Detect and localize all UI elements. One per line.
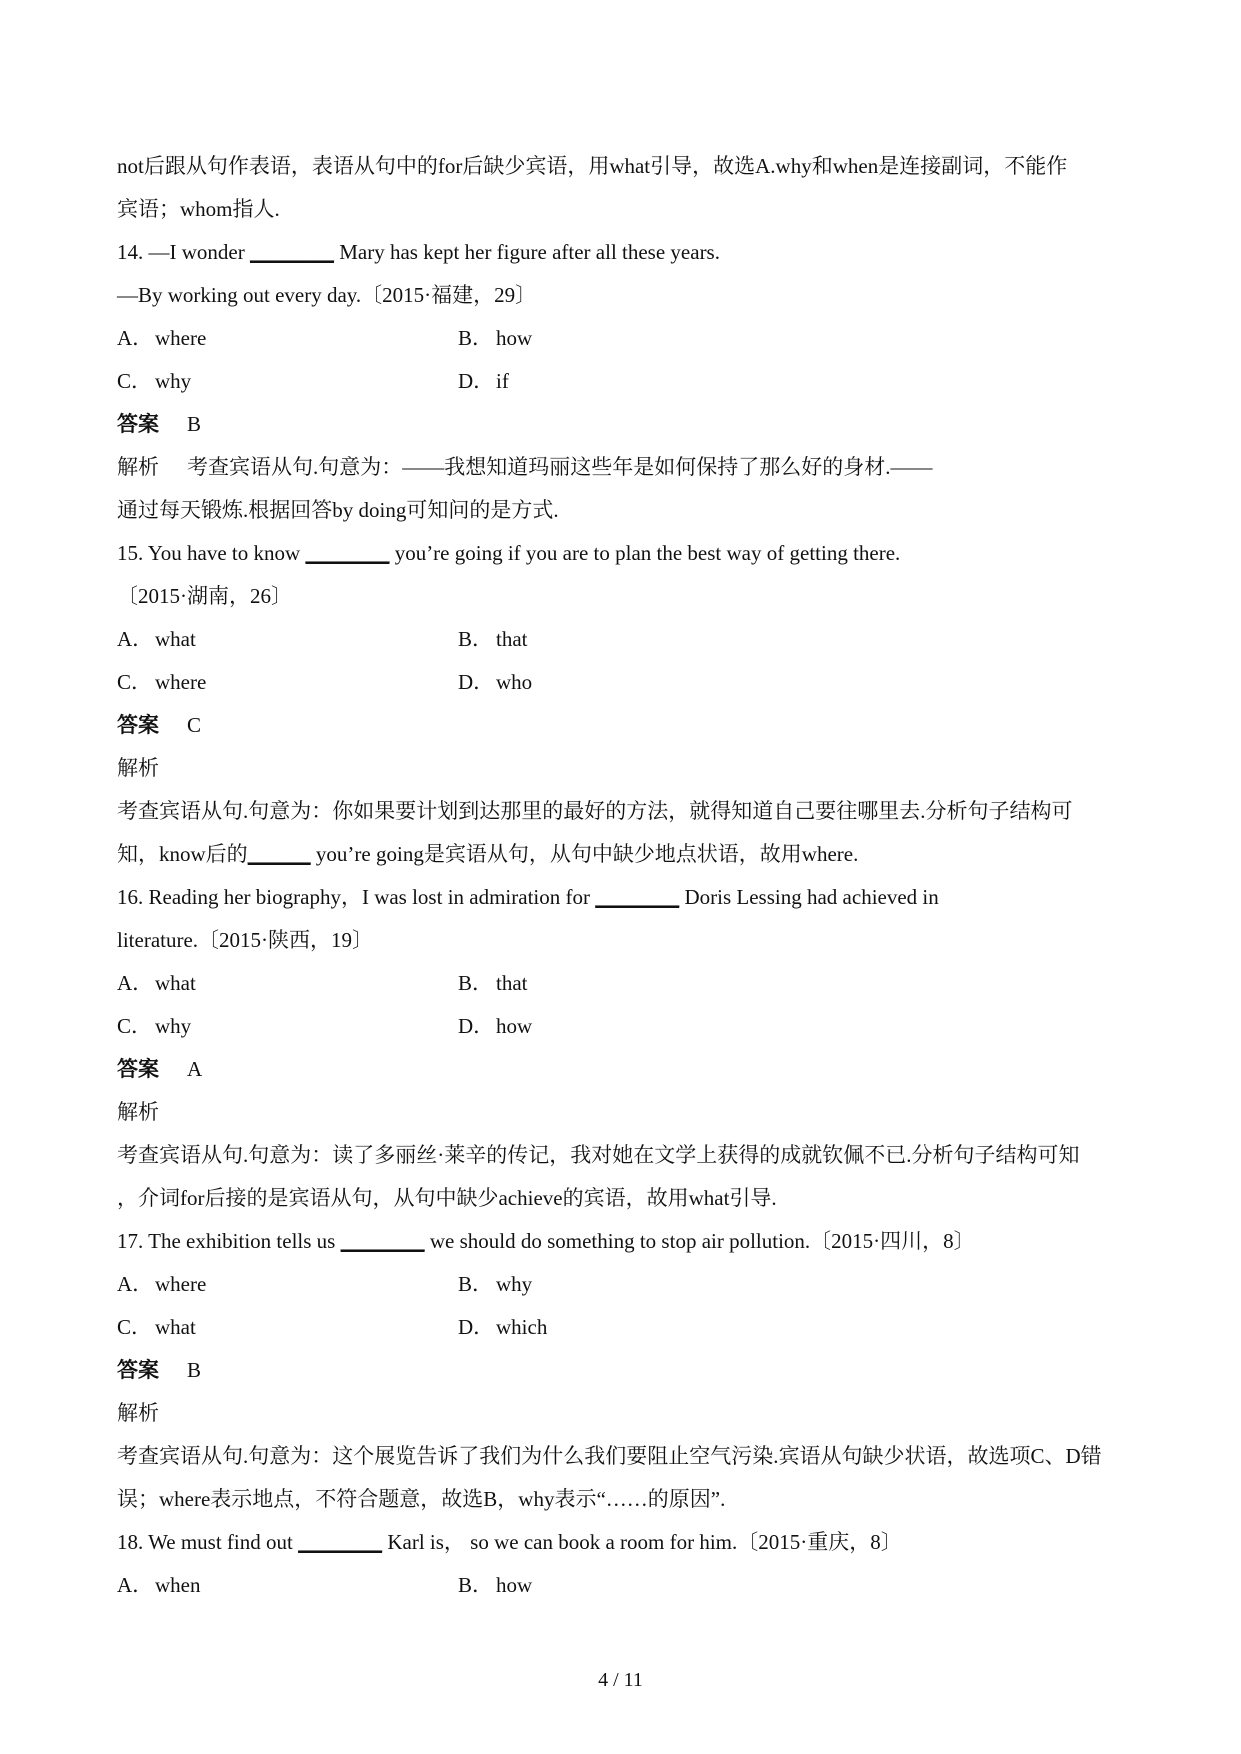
- answer-value: C: [187, 713, 202, 737]
- question-17-options-row-1: [117, 1263, 1137, 1306]
- explanation-label: 解析: [117, 756, 159, 780]
- question-16-options-row-2: [117, 1005, 1137, 1048]
- option-a: A．what: [117, 971, 196, 995]
- answer-label: 答案: [117, 412, 159, 436]
- explanation-label: 解析: [117, 1401, 159, 1425]
- option-c: C． why: [117, 1014, 192, 1038]
- question-15-explanation-cont: 知，know后的______ you’re going是宾语从句，从句中缺少地点状语，故用where.: [117, 842, 859, 866]
- answer-blank: ________: [298, 1530, 383, 1554]
- explanation-label: 解析: [117, 455, 159, 479]
- option-a: A．where: [117, 1272, 207, 1296]
- option-d: D．who: [458, 670, 533, 694]
- question-18-options-row-1: [117, 1564, 1137, 1607]
- question-14-answer: [117, 403, 1137, 446]
- question-18-stem: 18. We must find out ________ Karl is， so we can book a room for him.〔2015·重庆，8〕: [117, 1530, 902, 1554]
- option-c: C． why: [117, 369, 192, 393]
- question-15-explanation: 考查宾语从句.句意为：你如果要计划到达那里的最好的方法，就得知道自己要往哪里去.分析句子结构可: [117, 799, 1073, 823]
- answer-blank: ________: [340, 1229, 425, 1253]
- answer-value: B: [187, 412, 202, 436]
- question-16-explanation-label: [117, 1091, 1137, 1134]
- option-a: A．when: [117, 1573, 201, 1597]
- answer-value: B: [187, 1358, 202, 1382]
- answer-label: 答案: [117, 713, 159, 737]
- question-15-explanation-label: [117, 747, 1137, 790]
- answer-blank: ________: [595, 885, 680, 909]
- question-15-answer: [117, 704, 1137, 747]
- question-16-options-row-1: [117, 962, 1137, 1005]
- question-14-source: —By working out every day.〔2015·福建，29〕: [117, 283, 537, 307]
- option-a: A．what: [117, 627, 196, 651]
- explanation-continuation-line: 宾语；whom指人.: [117, 197, 280, 221]
- question-16-explanation-cont: ，介词for后接的是宾语从句，从句中缺少achieve的宾语，故用what引导.: [117, 1186, 777, 1210]
- question-14-options-row-1: [117, 317, 1137, 360]
- explanation-continuation-line: not后跟从句作表语，表语从句中的for后缺少宾语，用what引导，故选A.why和when是连接副词，不能作: [117, 154, 1068, 178]
- page-number: 4 / 11: [598, 1669, 643, 1691]
- question-16-stem: 16. Reading her biography，I was lost in admiration for ________ Doris Lessing had achieved in: [117, 885, 939, 909]
- answer-label: 答案: [117, 1057, 159, 1081]
- question-16-answer: [117, 1048, 1137, 1091]
- question-15-options-row-1: [117, 618, 1137, 661]
- question-16-stem-cont: literature.〔2015·陕西，19〕: [117, 928, 374, 952]
- option-b: B． that: [458, 627, 528, 651]
- question-17-options-row-2: [117, 1306, 1137, 1349]
- question-17-explanation: 考查宾语从句.句意为：这个展览告诉了我们为什么我们要阻止空气污染.宾语从句缺少状语，故选项C、D错: [117, 1444, 1102, 1468]
- question-17-answer: [117, 1349, 1137, 1392]
- option-b: B． that: [458, 971, 528, 995]
- question-15-source: 〔2015·湖南，26〕: [117, 584, 292, 608]
- question-15-options-row-2: [117, 661, 1137, 704]
- question-14-options-row-2: [117, 360, 1137, 403]
- answer-blank: ______: [247, 842, 311, 866]
- answer-label: 答案: [117, 1358, 159, 1382]
- question-14-stem: 14. —I wonder ________ Mary has kept her figure after all these years.: [117, 240, 720, 264]
- option-d: D．how: [458, 1014, 533, 1038]
- option-b: B． how: [458, 1573, 533, 1597]
- option-b: B． how: [458, 326, 533, 350]
- question-14-explanation-cont: 通过每天锻炼.根据回答by doing可知问的是方式.: [117, 498, 559, 522]
- option-b: B． why: [458, 1272, 533, 1296]
- question-15-stem: 15. You have to know ________ you’re going if you are to plan the best way of getting there.: [117, 541, 901, 565]
- question-17-stem: 17. The exhibition tells us ________ we should do something to stop air pollution.〔2015·四川，8〕: [117, 1229, 975, 1253]
- question-17-explanation-label: [117, 1392, 1137, 1435]
- page-content: [117, 145, 1137, 1607]
- option-c: C． where: [117, 670, 207, 694]
- question-16-explanation: 考查宾语从句.句意为：读了多丽丝·莱辛的传记，我对她在文学上获得的成就钦佩不已.分析句子结构可知: [117, 1143, 1080, 1167]
- answer-value: A: [187, 1057, 203, 1081]
- question-17-explanation-cont: 误；where表示地点，不符合题意，故选B，why表示“……的原因”.: [117, 1487, 726, 1511]
- question-14-explanation: 解析 考查宾语从句.句意为：——我想知道玛丽这些年是如何保持了那么好的身材.——: [117, 455, 933, 479]
- option-d: D．if: [458, 369, 509, 393]
- option-a: A．where: [117, 326, 207, 350]
- answer-blank: ________: [249, 240, 334, 264]
- option-d: D．which: [458, 1315, 548, 1339]
- explanation-label: 解析: [117, 1100, 159, 1124]
- answer-blank: ________: [305, 541, 390, 565]
- option-c: C． what: [117, 1315, 196, 1339]
